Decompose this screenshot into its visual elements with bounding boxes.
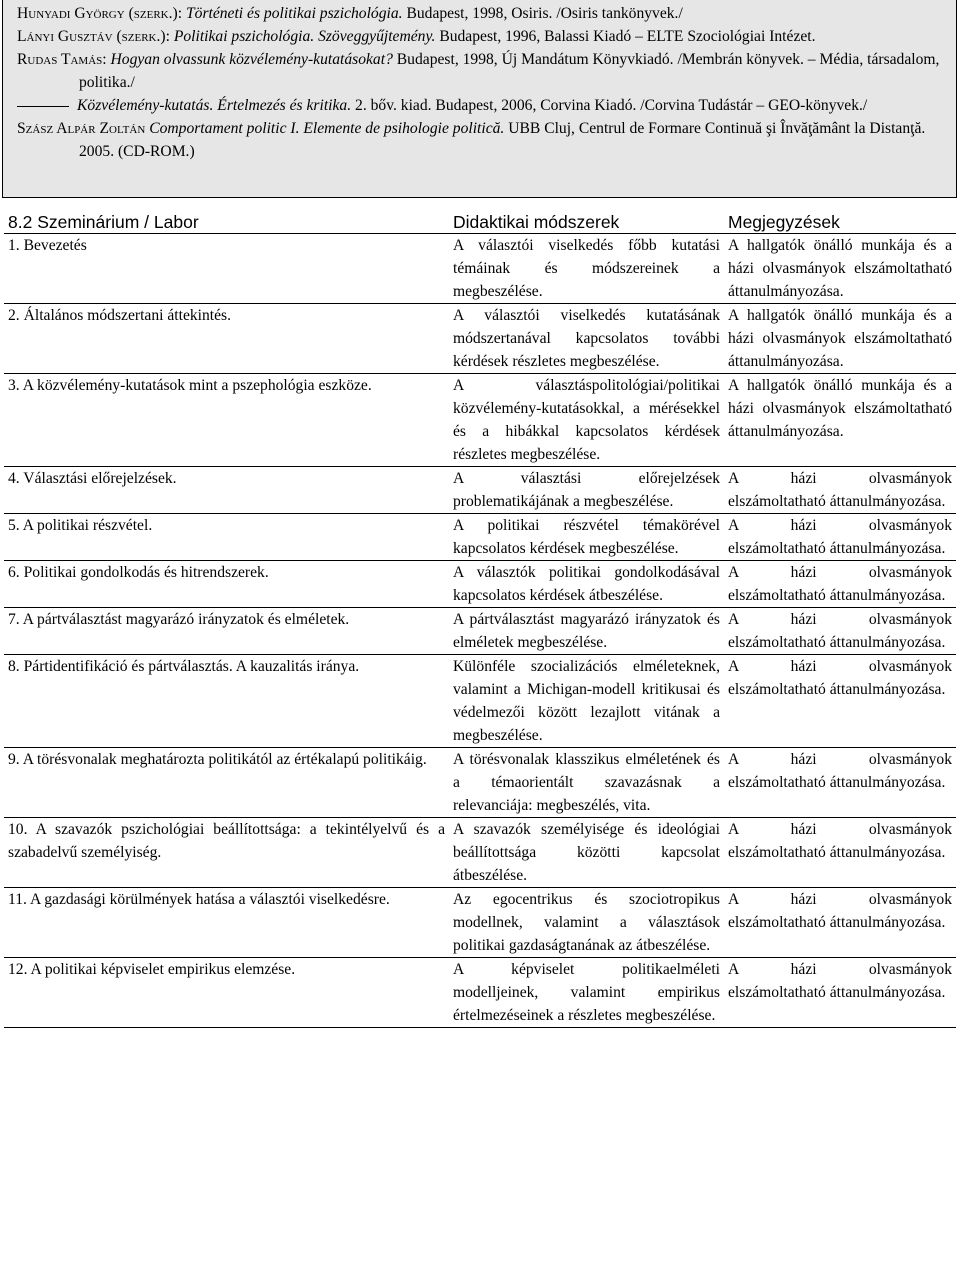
table-row <box>4 234 956 304</box>
topic-cell: 8. Pártidentifikáció és pártválasztás. A kauzalitás iránya. <box>4 655 449 748</box>
note-cell: A házi olvasmányok elszámoltatható áttanulmányozása. <box>724 561 956 608</box>
method-cell: A szavazók személyisége és ideológiai beállítottsága közötti kapcsolat átbeszélése. <box>449 818 724 888</box>
reference-author: Hunyadi György (szerk.): <box>17 5 183 22</box>
method-cell: A választók politikai gondolkodásával kapcsolatos kérdések átbeszélése. <box>449 561 724 608</box>
topic-cell: 10. A szavazók pszichológiai beállítottsága: a tekintélyelvű és a szabadelvű személyiség. <box>4 818 449 888</box>
note-cell: A házi olvasmányok elszámoltatható áttanulmányozása. <box>724 958 956 1028</box>
seminar-table <box>4 211 956 1028</box>
bibliography-box <box>2 0 957 198</box>
note-cell: A hallgatók önálló munkája és a házi olvasmányok elszámoltatható áttanulmányozása. <box>724 304 956 374</box>
table-row <box>4 958 956 1028</box>
topic-cell: 1. Bevezetés <box>4 234 449 304</box>
reference-author: Lányi Gusztáv (szerk.): <box>17 28 170 45</box>
topic-cell: 11. A gazdasági körülmények hatása a választói viselkedésre. <box>4 888 449 958</box>
table-row <box>4 818 956 888</box>
reference-item <box>3 2 956 25</box>
method-cell: A választói viselkedés főbb kutatási témáinak és módszereinek a megbeszélése. <box>449 234 724 304</box>
table-row <box>4 888 956 958</box>
topic-cell: 12. A politikai képviselet empirikus elemzése. <box>4 958 449 1028</box>
table-row <box>4 304 956 374</box>
author-repeat-dash <box>17 106 69 107</box>
reference-title: Közvélemény-kutatás. Értelmezés és kritika. <box>77 97 352 114</box>
topic-cell: 4. Választási előrejelzések. <box>4 467 449 514</box>
reference-details: Budapest, 1998, Új Mandátum Könyvkiadó. /Membrán könyvek. – Média, társadalom, politika./ <box>79 51 940 91</box>
method-cell: A választási előrejelzések problematikájának a megbeszélése. <box>449 467 724 514</box>
note-cell: A házi olvasmányok elszámoltatható áttanulmányozása. <box>724 818 956 888</box>
reference-title: Comportament politic I. Elemente de psihologie politică. <box>149 120 505 137</box>
reference-author: Rudas Tamás: <box>17 51 107 68</box>
reference-title: Hogyan olvassunk közvélemény-kutatásokat? <box>110 51 393 68</box>
note-cell: A házi olvasmányok elszámoltatható áttanulmányozása. <box>724 748 956 818</box>
method-cell: A politikai részvétel témakörével kapcsolatos kérdések megbeszélése. <box>449 514 724 561</box>
reference-details: 2. bőv. kiad. Budapest, 2006, Corvina Kiadó. /Corvina Tudástár – GEO-könyvek./ <box>355 97 868 114</box>
topic-cell: 7. A pártválasztást magyarázó irányzatok és elméletek. <box>4 608 449 655</box>
method-cell: A pártválasztást magyarázó irányzatok és elméletek megbeszélése. <box>449 608 724 655</box>
reference-details: Budapest, 1996, Balassi Kiadó – ELTE Szociológiai Intézet. <box>439 28 816 45</box>
method-cell: Különféle szocializációs elméleteknek, valamint a Michigan-modell kritikusai és védelmezői között lezajlott vitának a megbeszélése. <box>449 655 724 748</box>
topic-cell: 5. A politikai részvétel. <box>4 514 449 561</box>
note-cell: A házi olvasmányok elszámoltatható áttanulmányozása. <box>724 888 956 958</box>
method-cell: A választói viselkedés kutatásának módszertanával kapcsolatos további kérdések részletes megbeszélése. <box>449 304 724 374</box>
reference-item <box>3 94 956 117</box>
method-cell: A választáspolitológiai/politikai közvélemény-kutatásokkal, a mérésekkel és a hibákkal kapcsolatos kérdések részletes megbeszélése. <box>449 374 724 467</box>
note-cell: A házi olvasmányok elszámoltatható áttanulmányozása. <box>724 655 956 748</box>
topic-cell: 3. A közvélemény-kutatások mint a pszephológia eszköze. <box>4 374 449 467</box>
table-row <box>4 608 956 655</box>
note-cell: A hallgatók önálló munkája és a házi olvasmányok elszámoltatható áttanulmányozása. <box>724 374 956 467</box>
header-methods: Didaktikai módszerek <box>449 211 724 234</box>
header-notes: Megjegyzések <box>724 211 956 234</box>
note-cell: A házi olvasmányok elszámoltatható áttanulmányozása. <box>724 467 956 514</box>
reference-details: Budapest, 1998, Osiris. /Osiris tankönyvek./ <box>406 5 683 22</box>
reference-item <box>3 25 956 48</box>
reference-title: Politikai pszichológia. Szöveggyűjtemény. <box>173 28 436 45</box>
method-cell: A képviselet politikaelméleti modelljeinek, valamint empirikus értelmezéseinek a részletes megbeszélése. <box>449 958 724 1028</box>
table-body <box>4 234 956 1028</box>
topic-cell: 6. Politikai gondolkodás és hitrendszerek. <box>4 561 449 608</box>
table-header-row <box>4 211 956 234</box>
topic-cell: 2. Általános módszertani áttekintés. <box>4 304 449 374</box>
note-cell: A házi olvasmányok elszámoltatható áttanulmányozása. <box>724 608 956 655</box>
topic-cell: 9. A törésvonalak meghatározta politikától az értékalapú politikáig. <box>4 748 449 818</box>
header-seminar: 8.2 Szeminárium / Labor <box>4 211 449 234</box>
reference-author: Szász Alpár Zoltán <box>17 120 146 137</box>
reference-item <box>3 117 956 163</box>
table-row <box>4 655 956 748</box>
note-cell: A hallgatók önálló munkája és a házi olvasmányok elszámoltatható áttanulmányozása. <box>724 234 956 304</box>
table-row <box>4 467 956 514</box>
method-cell: A törésvonalak klasszikus elméletének és a témaorientált szavazásnak a relevanciája: megbeszélés, vita. <box>449 748 724 818</box>
table-row <box>4 561 956 608</box>
method-cell: Az egocentrikus és szociotropikus modellnek, valamint a választások politikai gazdaságtanának az átbeszélése. <box>449 888 724 958</box>
reference-details: UBB Cluj, Centrul de Formare Continuă şi Învăţământ la Distanţă. 2005. (CD-ROM.) <box>79 120 926 160</box>
table-row <box>4 374 956 467</box>
reference-item <box>3 48 956 94</box>
table-row <box>4 514 956 561</box>
note-cell: A házi olvasmányok elszámoltatható áttanulmányozása. <box>724 514 956 561</box>
table-row <box>4 748 956 818</box>
reference-title: Történeti és politikai pszichológia. <box>185 5 403 22</box>
